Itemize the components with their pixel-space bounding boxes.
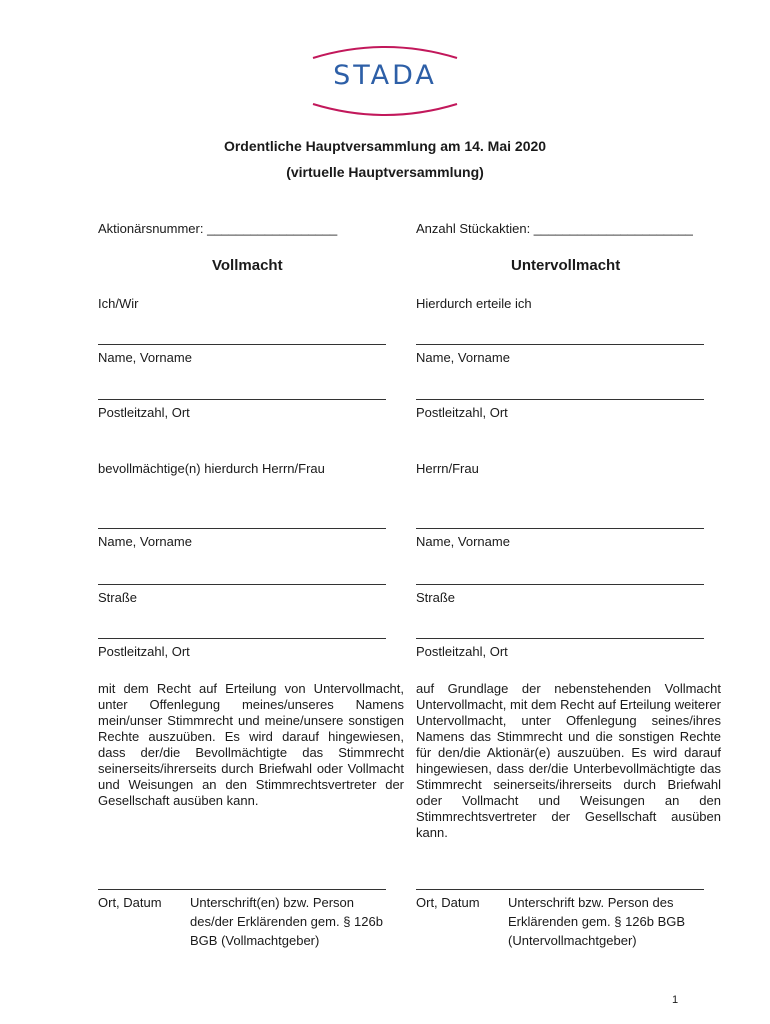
right-street-line[interactable] — [416, 584, 704, 585]
right-name-line-1[interactable] — [416, 344, 704, 345]
right-name-label-2: Name, Vorname — [416, 534, 510, 549]
right-sig-text-1: Unterschrift bzw. Person des — [508, 895, 674, 910]
left-paragraph: mit dem Recht auf Erteilung von Untervollmacht, unter Offenlegung meines/unseres Namens mein/unser Stimmrecht und meine/unsere sonstigen Rechte auszuüben. Es wird darauf hingewiesen, dass der/die Bevollmächtigte das Stimmrecht seinerseits/ihrerseits durch Briefwahl oder Vollmacht und Weisungen an den Stimmrechtsvertreter der Gesellschaft ausüben kann. — [98, 681, 404, 808]
right-signature-line[interactable] — [416, 889, 704, 890]
left-name-label-1: Name, Vorname — [98, 350, 192, 365]
right-city-line-1[interactable] — [416, 399, 704, 400]
shareholder-number-field[interactable]: Aktionärsnummer: __________________ — [98, 221, 338, 236]
right-city-label-2: Postleitzahl, Ort — [416, 644, 508, 659]
right-sig-place: Ort, Datum — [416, 895, 480, 910]
heading-untervollmacht: Untervollmacht — [511, 257, 621, 274]
right-sig-text — [508, 893, 718, 950]
stada-logo — [305, 40, 465, 124]
left-sig-text — [190, 893, 400, 950]
right-paragraph: auf Grundlage der nebenstehenden Vollmacht Untervollmacht, mit dem Recht auf Erteilung weiterer Untervollmacht, unter Offenlegung seines/ihres Namens das Stimmrecht und die sonstigen Rechte für den/die Aktionär(e) auszuüben. Es wird darauf hingewiesen, dass der/die Unterbevollmächtigte das Stimmrecht seinerseits/ihrerseits durch Briefwahl oder Vollmacht und Weisungen an den Stimmrechtsvertreter der Gesellschaft ausüben kann. — [416, 681, 721, 840]
right-grant-text: Herrn/Frau — [416, 461, 479, 476]
left-grant-text: bevollmächtige(n) hierdurch Herrn/Frau — [98, 461, 325, 476]
left-sig-place: Ort, Datum — [98, 895, 162, 910]
logo-text: STADA — [333, 60, 437, 91]
left-sig-text-2: des/der Erklärenden gem. § 126b — [190, 914, 383, 929]
left-sig-text-1: Unterschrift(en) bzw. Person — [190, 895, 355, 910]
right-street-label: Straße — [416, 590, 456, 605]
left-signature-line[interactable] — [98, 889, 386, 890]
left-name-line-2[interactable] — [98, 528, 386, 529]
left-city-line-2[interactable] — [98, 638, 386, 639]
document-subtitle: (virtuelle Hauptversammlung) — [286, 164, 484, 180]
right-city-line-2[interactable] — [416, 638, 704, 639]
left-name-label-2: Name, Vorname — [98, 534, 192, 549]
left-street-line[interactable] — [98, 584, 386, 585]
left-name-line-1[interactable] — [98, 344, 386, 345]
right-name-label-1: Name, Vorname — [416, 350, 510, 365]
page-number: 1 — [672, 994, 679, 1006]
right-sig-text-2: Erklärenden gem. § 126b BGB — [508, 914, 686, 929]
right-sig-text-3: (Untervollmachtgeber) — [508, 933, 637, 948]
right-name-line-2[interactable] — [416, 528, 704, 529]
left-street-label: Straße — [98, 590, 138, 605]
left-city-line-1[interactable] — [98, 399, 386, 400]
right-city-label-1: Postleitzahl, Ort — [416, 405, 508, 420]
heading-vollmacht: Vollmacht — [212, 257, 283, 274]
left-city-label-1: Postleitzahl, Ort — [98, 405, 190, 420]
document-title: Ordentliche Hauptversammlung am 14. Mai 2020 — [223, 138, 547, 154]
left-sig-text-3: BGB (Vollmachtgeber) — [190, 933, 320, 948]
right-intro: Hierdurch erteile ich — [416, 296, 532, 311]
share-count-field[interactable]: Anzahl Stückaktien: ______________________ — [416, 221, 693, 236]
left-intro: Ich/Wir — [98, 296, 139, 311]
left-city-label-2: Postleitzahl, Ort — [98, 644, 190, 659]
